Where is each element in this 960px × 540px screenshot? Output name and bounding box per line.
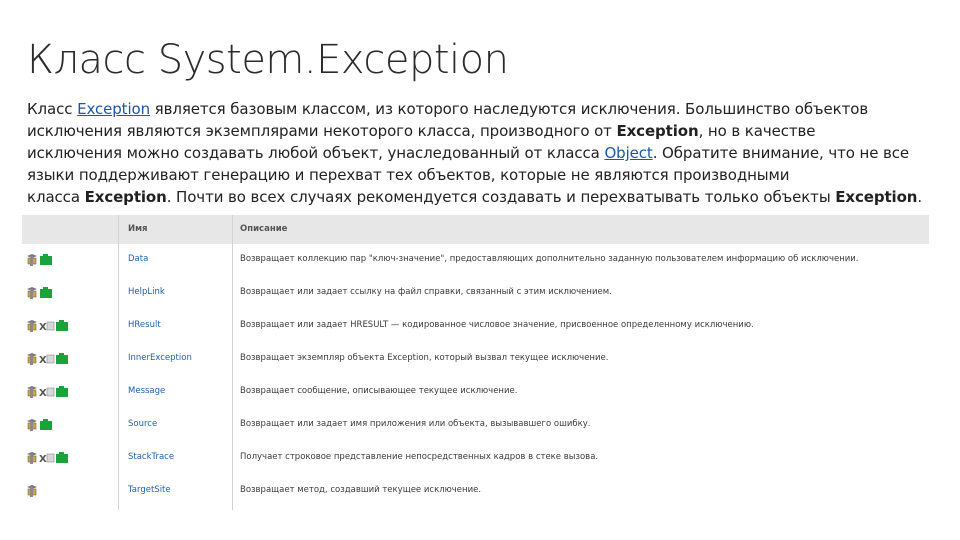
class-icon [55, 319, 69, 336]
bold-term: Exception [84, 188, 167, 206]
property-icon [26, 418, 40, 435]
text: исключения являются экземплярами некоторого класса, производного от [27, 122, 617, 140]
table-header [22, 215, 929, 244]
member-description: Возвращает или задает имя приложения или объекта, вызывавшего ошибку. [240, 419, 591, 429]
class-icon [39, 418, 53, 435]
svg-text:X: X [39, 322, 47, 333]
text: исключения можно создавать любой объект, унаследованный от класса [27, 144, 605, 162]
xna-icon [39, 352, 55, 369]
paragraph-line-3 [27, 142, 957, 164]
member-name-link[interactable]: TargetSite [128, 485, 171, 495]
member-name-link[interactable]: Message [128, 386, 166, 396]
member-description: Возвращает метод, создавший текущее исключение. [240, 485, 482, 495]
header-name: Имя [128, 224, 148, 234]
paragraph-line-1 [27, 98, 957, 120]
svg-text:X: X [39, 355, 47, 366]
property-icon [26, 484, 40, 501]
xna-icon [39, 451, 55, 468]
member-name-link[interactable]: StackTrace [128, 452, 175, 462]
table-row [22, 343, 929, 376]
exception-link[interactable]: Exception [77, 100, 151, 118]
text: класса [27, 188, 85, 206]
property-icon [26, 451, 40, 468]
class-icon [39, 253, 53, 270]
property-icon [26, 286, 40, 303]
bold-term: Exception [835, 188, 918, 206]
header-description: Описание [240, 224, 288, 234]
svg-text:X: X [39, 388, 47, 399]
svg-text:X: X [39, 454, 47, 465]
text: . Обратите внимание, что не все [652, 144, 910, 162]
intro-paragraph [27, 98, 957, 208]
paragraph-line-2 [27, 120, 957, 142]
paragraph-line-4: языки поддерживают генерацию и перехват тех объектов, которые не являются производными [27, 166, 790, 184]
table-row [22, 409, 929, 442]
class-icon [55, 385, 69, 402]
property-icon [26, 253, 40, 270]
property-icon [26, 319, 40, 336]
slide-title: Класс System.Exception [27, 37, 509, 83]
text: . [917, 188, 923, 206]
class-icon [39, 286, 53, 303]
properties-table [22, 215, 929, 510]
table-row [22, 277, 929, 310]
class-icon [55, 352, 69, 369]
text: является базовым классом, из которого наследуются исключения. Большинство объектов [150, 100, 869, 118]
property-icon [26, 385, 40, 402]
member-description: Возвращает сообщение, описывающее текущее исключение. [240, 386, 518, 396]
member-description: Возвращает или задает HRESULT — кодированное числовое значение, присвоенное определенному исключению. [240, 320, 754, 330]
table-row [22, 475, 929, 508]
member-description: Возвращает или задает ссылку на файл справки, связанный с этим исключением. [240, 287, 612, 297]
table-row [22, 310, 929, 343]
member-name-link[interactable]: InnerException [128, 353, 192, 363]
bold-term: Exception [616, 122, 699, 140]
xna-icon [39, 385, 55, 402]
member-description: Получает строковое представление непосредственных кадров в стеке вызова. [240, 452, 599, 462]
member-name-link[interactable]: Data [128, 254, 149, 264]
text: Класс [27, 100, 78, 118]
table-row [22, 442, 929, 475]
object-link[interactable]: Object [604, 144, 653, 162]
paragraph-line-5 [27, 186, 957, 208]
property-icon [26, 352, 40, 369]
member-name-link[interactable]: Source [128, 419, 158, 429]
table-row [22, 244, 929, 277]
text: , но в качестве [698, 122, 816, 140]
member-name-link[interactable]: HResult [128, 320, 161, 330]
xna-icon [39, 319, 55, 336]
member-description: Возвращает коллекцию пар "ключ-значение", предоставляющих дополнительно заданную пользователем информацию об исключении. [240, 254, 859, 264]
class-icon [55, 451, 69, 468]
member-description: Возвращает экземпляр объекта Exception, который вызвал текущее исключение. [240, 353, 609, 363]
member-name-link[interactable]: HelpLink [128, 287, 165, 297]
table-row [22, 376, 929, 409]
text: . Почти во всех случаях рекомендуется создавать и перехватывать только объекты [166, 188, 836, 206]
